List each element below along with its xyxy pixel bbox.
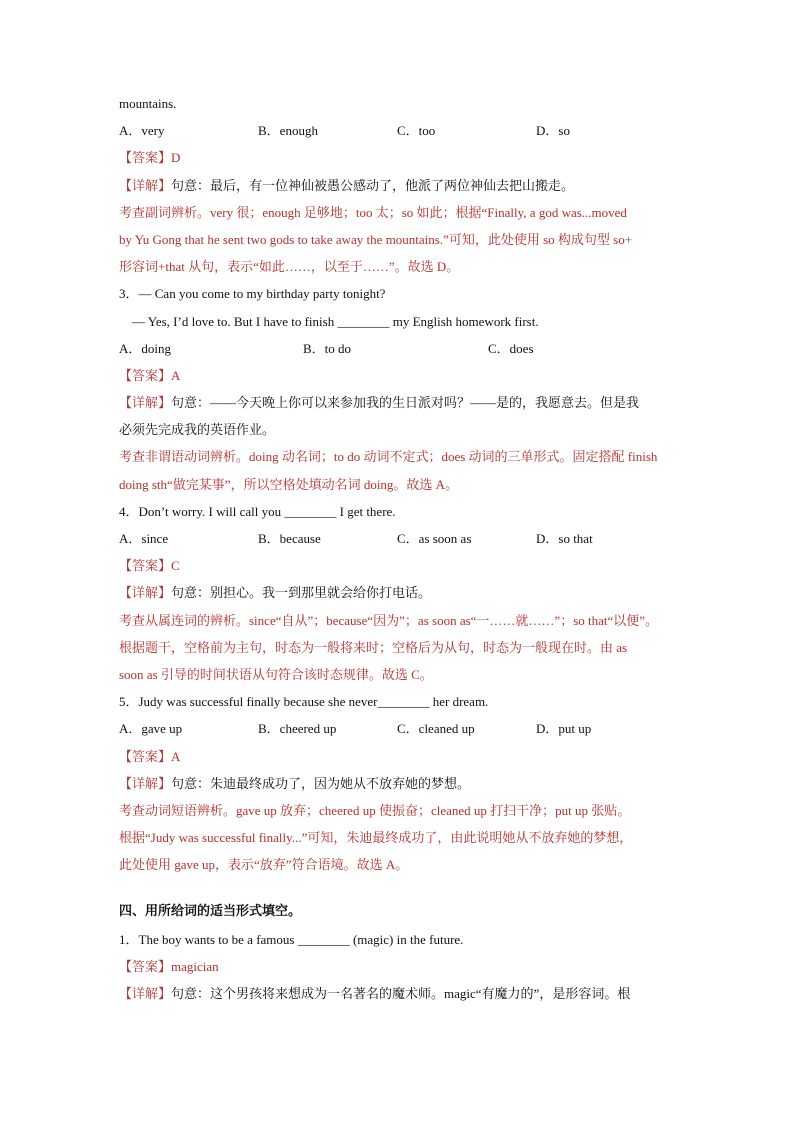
option-b: B．to do (303, 340, 352, 356)
question-4-detail-4: soon as 引导的时间状语从句符合该时态规律。故选 C。 (119, 666, 433, 682)
section-4-question-1-detail: 【详解】句意：这个男孩将来想成为一名著名的魔术师。magic“有魔力的”，是形容词。根 (119, 986, 631, 1001)
question-5-detail-2: 考查动词短语辨析。gave up 放弃；cheered up 使振奋；cleaned up 打扫干净；put up 张贴。 (119, 802, 631, 818)
option-a: A．gave up (119, 721, 183, 737)
answer-value: A (171, 748, 181, 764)
detail-label: 【详解】 (119, 986, 172, 1001)
answer-label: 【答案】 (119, 558, 172, 574)
option-d: D．put up (536, 721, 592, 737)
question-3-options (119, 339, 679, 359)
section-4-question-1-stem: 1．The boy wants to be a famous ________ (magic) in the future. (119, 931, 464, 947)
question-5-detail-3: 根据“Judy was successful finally...”可知，朱迪最终成功了，由此说明她从不放弃她的梦想， (119, 830, 633, 846)
detail-label: 【详解】 (119, 177, 172, 193)
question-5-stem: 5．Judy was successful finally because she never________ her dream. (119, 694, 489, 710)
detail-label: 【详解】 (119, 395, 172, 411)
option-c: C．as soon as (397, 531, 472, 546)
option-a: A．very (119, 123, 165, 139)
question-3-stem-1: 3．— Can you come to my birthday party tonight? (119, 286, 386, 302)
option-c: C．too (397, 123, 436, 139)
option-b: B．because (258, 531, 321, 546)
question-2-detail-1: 【详解】句意：最后，有一位神仙被愚公感动了，他派了两位神仙去把山搬走。 (119, 177, 575, 193)
question-3-detail-1: 【详解】句意：——今天晚上你可以来参加我的生日派对吗？——是的，我愿意去。但是我 (119, 395, 640, 411)
question-5-detail-4: 此处使用 gave up，表示“放弃”符合语境。故选 A。 (119, 857, 409, 873)
question-2-detail-3: by Yu Gong that he sent two gods to take away the mountains.”可知，此处使用 so 构成句型 so+ (119, 231, 633, 247)
question-2-answer (119, 148, 679, 168)
answer-label: 【答案】 (119, 748, 172, 764)
question-4-answer (119, 556, 679, 576)
section-4-question-1-answer (119, 957, 679, 977)
option-a: A．doing (119, 340, 172, 356)
detail-label: 【详解】 (119, 775, 172, 791)
question-4-detail-1: 【详解】句意：别担心。我一到那里就会给你打电话。 (119, 585, 432, 601)
question-5-detail-1: 【详解】句意：朱迪最终成功了，因为她从不放弃她的梦想。 (119, 775, 471, 791)
answer-value: D (171, 150, 181, 166)
question-2-detail-2: 考查副词辨析。very 很；enough 足够地；too 太；so 如此；根据“Finally, a god was...moved (119, 204, 627, 220)
detail-label: 【详解】 (119, 585, 172, 601)
question-2-detail-4: 形容词+that 从句，表示“如此……，以至于……”。故选 D。 (119, 259, 460, 275)
question-4-detail-3: 根据题干，空格前为主句，时态为一般将来时；空格后为从句，时态为一般现在时。由 as (119, 639, 628, 655)
answer-label: 【答案】 (119, 150, 172, 166)
spacer (119, 882, 679, 902)
answer-value: C (171, 558, 180, 574)
question-4-stem: 4．Don’t worry. I will call you ________ I get there. (119, 503, 396, 519)
option-b: B．cheered up (258, 721, 337, 737)
answer-value: magician (171, 958, 219, 974)
question-5-options (119, 719, 679, 739)
option-d: D．so (536, 123, 570, 139)
question-4-options (119, 529, 679, 549)
section-4-title: 四、用所给词的适当形式填空。 (119, 904, 302, 920)
question-3-detail-3: doing sth“做完某事”，所以空格处填动名词 doing。故选 A。 (119, 476, 459, 492)
option-a: A．since (119, 531, 169, 546)
option-d: D．so that (536, 531, 593, 546)
answer-value: A (171, 367, 181, 383)
question-4-detail-2: 考查从属连词的辨析。since“自从”；because“因为”；as soon as“一……就……”；so that“以便”。 (119, 612, 659, 628)
question-3-detail-1b: 必须先完成我的英语作业。 (119, 422, 276, 438)
question-3-answer (119, 366, 679, 386)
answer-label: 【答案】 (119, 958, 172, 974)
question-2-stem-tail: mountains. (119, 96, 177, 111)
question-3-detail-2: 考查非谓语动词辨析。doing 动名词；to do 动词不定式；does 动词的三单形式。固定搭配 finish (119, 449, 658, 465)
question-2-options (119, 121, 679, 141)
option-b: B．enough (258, 123, 318, 139)
question-5-answer (119, 747, 679, 767)
option-c: C．cleaned up (397, 721, 475, 737)
document-body (119, 94, 679, 1011)
question-3-stem-2: — Yes, I’d love to. But I have to finish ________ my English homework first. (132, 313, 539, 329)
answer-label: 【答案】 (119, 367, 172, 383)
option-c: C．does (488, 340, 534, 356)
